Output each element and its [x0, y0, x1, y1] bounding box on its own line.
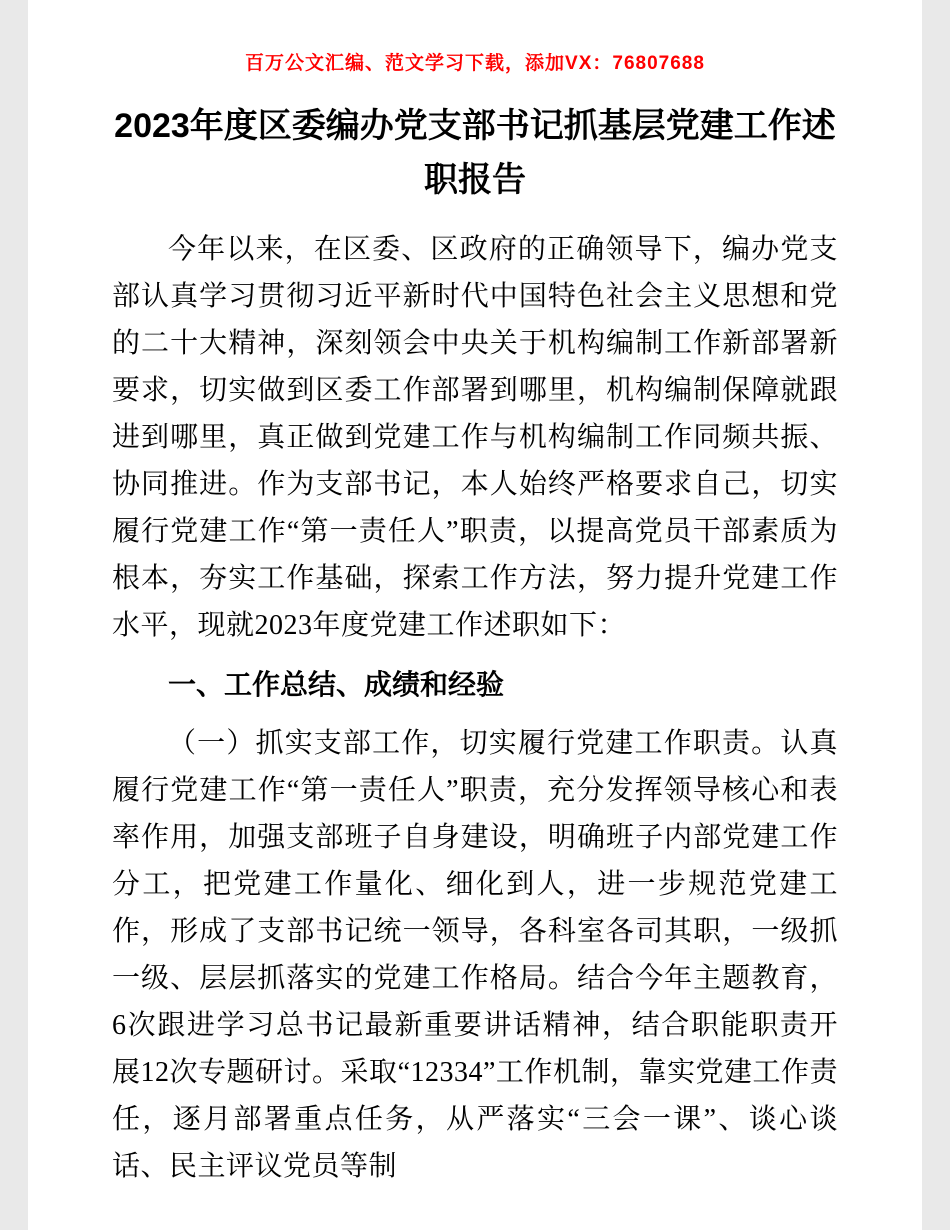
document-page — [28, 0, 922, 1230]
paragraph-intro: 今年以来，在区委、区政府的正确领导下，编办党支部认真学习贯彻习近平新时代中国特色社会主义思想和党的二十大精神，深刻领会中央关于机构编制工作新部署新要求，切实做到区委工作部署到哪里，机构编制保障就跟进到哪里，真正做到党建工作与机构编制工作同频共振、协同推进。作为支部书记，本人始终严格要求自己，切实履行党建工作“第一责任人”职责，以提高党员干部素质为根本，夯实工作基础，探索工作方法，努力提升党建工作水平，现就2023年度党建工作述职如下： — [112, 233, 838, 641]
section-heading: 一、工作总结、成绩和经验 — [168, 668, 505, 700]
notice-text: 百万公文汇编、范文学习下载，添加VX：76807688 — [245, 53, 705, 74]
paragraph-section-one: （一）抓实支部工作，切实履行党建工作职责。认真履行党建工作“第一责任人”职责，充分发挥领导核心和表率作用，加强支部班子自身建设，明确班子内部党建工作分工，把党建工作量化、细化到人，进一步规范党建工作，形成了支部书记统一领导，各科室各司其职，一级抓一级、层层抓落实的党建工作格局。结合今年主题教育，6次跟进学习总书记最新重要讲话精神，结合职能职责开展12次专题研讨。采取“12334”工作机制，靠实党建工作责任，逐月部署重点任务，从严落实“三会一课”、谈心谈话、民主评议党员等制 — [112, 727, 838, 1182]
document-title: 2023年度区委编办党支部书记抓基层党建工作述职报告 — [114, 107, 836, 200]
